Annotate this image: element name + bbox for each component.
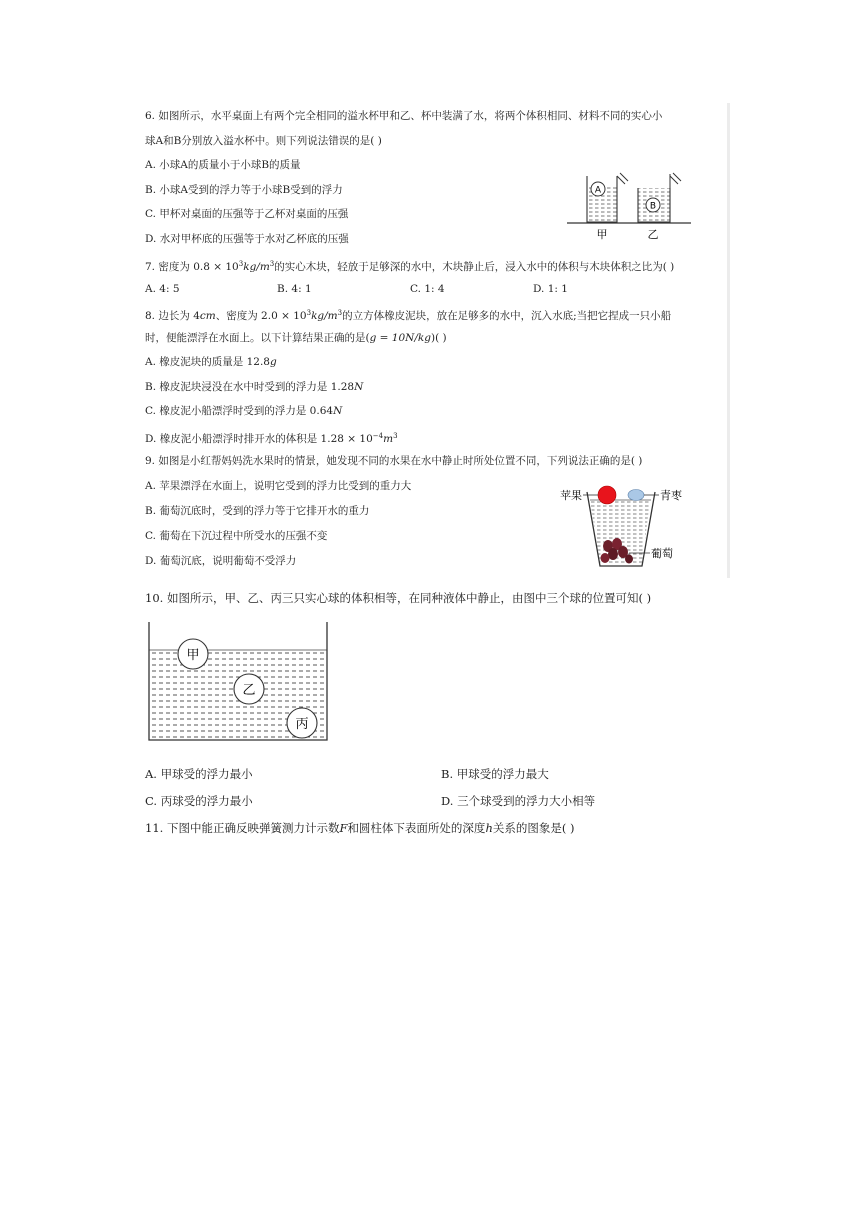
q8-option-d: D. 橡皮泥小船漂浮时排开水的体积是 $1.28 \times 10^{-4}m^3$ bbox=[145, 432, 398, 445]
q10-option-b: B. 甲球受的浮力最大 bbox=[441, 767, 549, 781]
q7-option-b: B. 4: 1 bbox=[277, 283, 312, 295]
q6-cup-left-label: 甲 bbox=[596, 228, 608, 241]
q9-grape-label: 葡萄 bbox=[651, 547, 673, 560]
q9-apple bbox=[598, 486, 616, 504]
q8-option-a: A. 橡皮泥块的质量是 12.8g bbox=[145, 356, 277, 368]
q9-apple-label: 苹果 bbox=[560, 489, 582, 502]
q9-jujube-label: 青枣 bbox=[660, 489, 682, 502]
q11-stem: 11. 下图中能正确反映弹簧测力计示数F和圆柱体下表面所处的深度h关系的图象是( ) bbox=[145, 821, 575, 835]
q7-stem: 7. 密度为 $0.8 \times 10^3kg/m^3$的实心木块，轻放于足够深的水中，木块静止后，浸入水中的体积与木块体积之比为( ) bbox=[145, 260, 675, 273]
q8-stem-line2: 时，便能漂浮在水面上。以下计算结果正确的是(g = 10N/kg)( ) bbox=[145, 332, 447, 344]
q6-option-b: B. 小球A受到的浮力等于小球B受到的浮力 bbox=[145, 184, 343, 196]
q10-option-a: A. 甲球受的浮力最小 bbox=[145, 767, 253, 781]
q9-jujube bbox=[628, 490, 644, 501]
q6-stem-line1: 6. 如图所示，水平桌面上有两个完全相同的溢水杯甲和乙、杯中装满了水，将两个体积相同、材料不同的实心小 bbox=[145, 110, 663, 122]
q6-option-a: A. 小球A的质量小于小球B的质量 bbox=[145, 159, 301, 171]
q8-option-b: B. 橡皮泥块浸没在水中时受到的浮力是 1.28N bbox=[145, 381, 364, 393]
q6-cup-right-label: 乙 bbox=[647, 228, 659, 241]
q8-stem-line1: 8. 边长为 4cm、密度为 $2.0 \times 10^3kg/m^3$的立方体橡皮泥块，放在足够多的水中，沉入水底;当把它捏成一只小船 bbox=[145, 309, 672, 322]
q7-option-c: C. 1: 4 bbox=[410, 283, 445, 295]
q10-ball-yi-label: 乙 bbox=[242, 683, 256, 698]
q9-option-a: A. 苹果漂浮在水面上，说明它受到的浮力比受到的重力大 bbox=[145, 480, 412, 492]
page-edge-shadow bbox=[727, 103, 730, 578]
q6-ball-a-label: A bbox=[594, 185, 602, 196]
q10-stem: 10. 如图所示，甲、乙、丙三只实心球的体积相等，在同种液体中静止，由图中三个球的位置可知( ) bbox=[145, 591, 652, 605]
q9-fruit-basin-figure bbox=[555, 480, 690, 572]
q9-stem: 9. 如图是小红帮妈妈洗水果时的情景，她发现不同的水果在水中静止时所处位置不同，下列说法正确的是( ) bbox=[145, 455, 643, 467]
q9-option-d: D. 葡萄沉底，说明葡萄不受浮力 bbox=[145, 555, 297, 567]
q7-option-d: D. 1: 1 bbox=[533, 283, 568, 295]
q6-option-c: C. 甲杯对桌面的压强等于乙杯对桌面的压强 bbox=[145, 208, 349, 220]
q10-option-c: C. 丙球受的浮力最小 bbox=[145, 794, 253, 808]
q9-option-c: C. 葡萄在下沉过程中所受水的压强不变 bbox=[145, 530, 328, 542]
q7-option-a: A. 4: 5 bbox=[145, 283, 180, 295]
q6-ball-b-label: B bbox=[649, 201, 657, 212]
q10-option-d: D. 三个球受到的浮力大小相等 bbox=[441, 794, 596, 808]
q10-ball-jia-label: 甲 bbox=[186, 648, 200, 663]
q6-overflow-cups-figure bbox=[565, 170, 695, 242]
q10-liquid-container-figure bbox=[145, 620, 335, 746]
q8-option-c: C. 橡皮泥小船漂浮时受到的浮力是 0.64N bbox=[145, 405, 343, 417]
q6-option-d: D. 水对甲杯底的压强等于水对乙杯底的压强 bbox=[145, 233, 349, 245]
q10-ball-bing-label: 丙 bbox=[295, 717, 309, 732]
q9-option-b: B. 葡萄沉底时，受到的浮力等于它排开水的重力 bbox=[145, 505, 370, 517]
q6-stem-line2: 球A和B分别放入溢水杯中。则下列说法错误的是( ) bbox=[145, 135, 382, 147]
